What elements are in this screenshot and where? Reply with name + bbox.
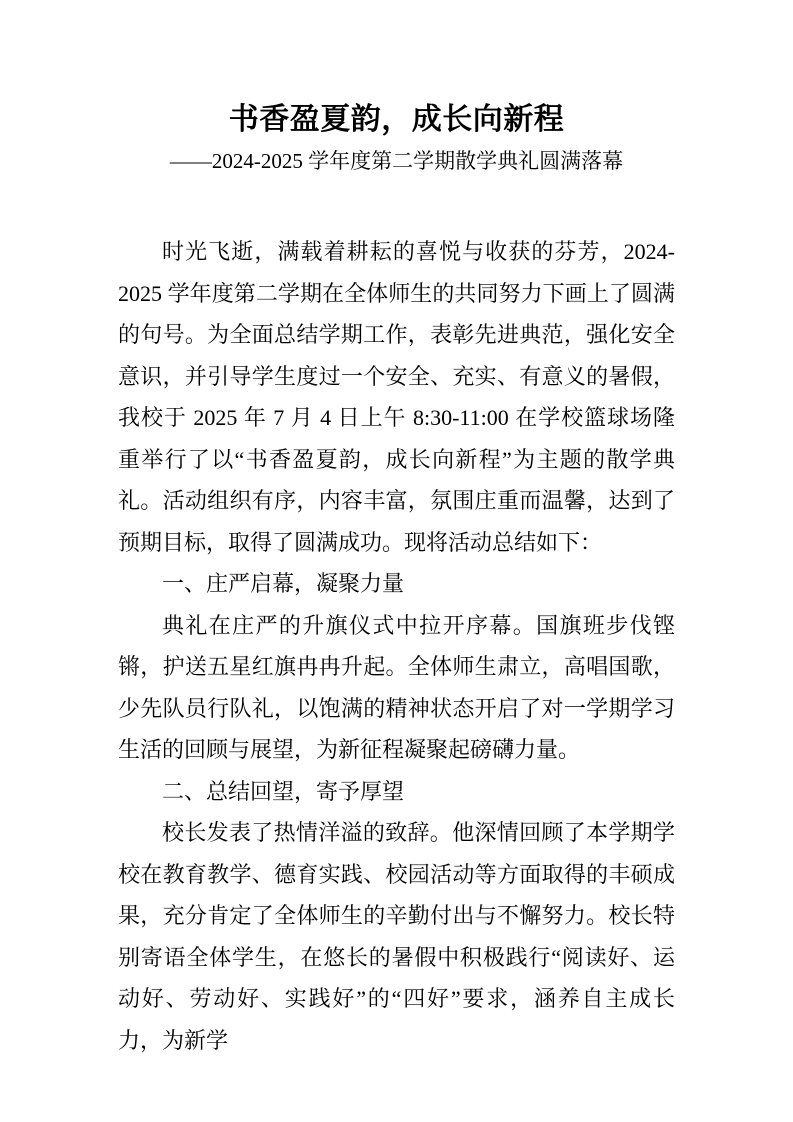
paragraph-section-2: 校长发表了热情洋溢的致辞。他深情回顾了本学期学校在教育教学、德育实践、校园活动等方面取得的丰硕成果，充分肯定了全体师生的辛勤付出与不懈努力。校长特别寄语全体学生，在悠长的暑假中积极践行“阅读好、运动好、劳动好、实践好”的“四好”要求，涵养自主成长力，为新学 [118, 820, 675, 1053]
document-title: 书香盈夏韵，成长向新程 [228, 103, 565, 136]
section-heading-2: 二、总结回望，寄予厚望 [162, 778, 405, 804]
document-subtitle: ——2024-2025 学年度第二学期散学典礼圆满落幕 [169, 149, 624, 173]
paragraph-intro: 时光飞逝，满载着耕耘的喜悦与收获的芬芳，2024-2025 学年度第二学期在全体师生的共同努力下画上了圆满的句号。为全面总结学期工作，表彰先进典范，强化安全意识，并引导学生度过一个安全、充实、有意义的暑假，我校于 2025 年 7 月 4 日上午 8:30-11:00 在学校篮球场隆重举行了以“书香盈夏韵，成长向新程”为主题的散学典礼。活动组织有序，内容丰富，氛围庄重而温馨，达到了预期目标，取得了圆满成功。现将活动总结如下： [118, 239, 675, 555]
paragraph-section-1: 典礼在庄严的升旗仪式中拉开序幕。国旗班步伐铿锵，护送五星红旗冉冉升起。全体师生肃立，高唱国歌，少先队员行队礼，以饱满的精神状态开启了对一学期学习生活的回顾与展望，为新征程凝聚起磅礴力量。 [118, 612, 675, 762]
section-heading-1: 一、庄严启幕，凝聚力量 [162, 571, 405, 596]
